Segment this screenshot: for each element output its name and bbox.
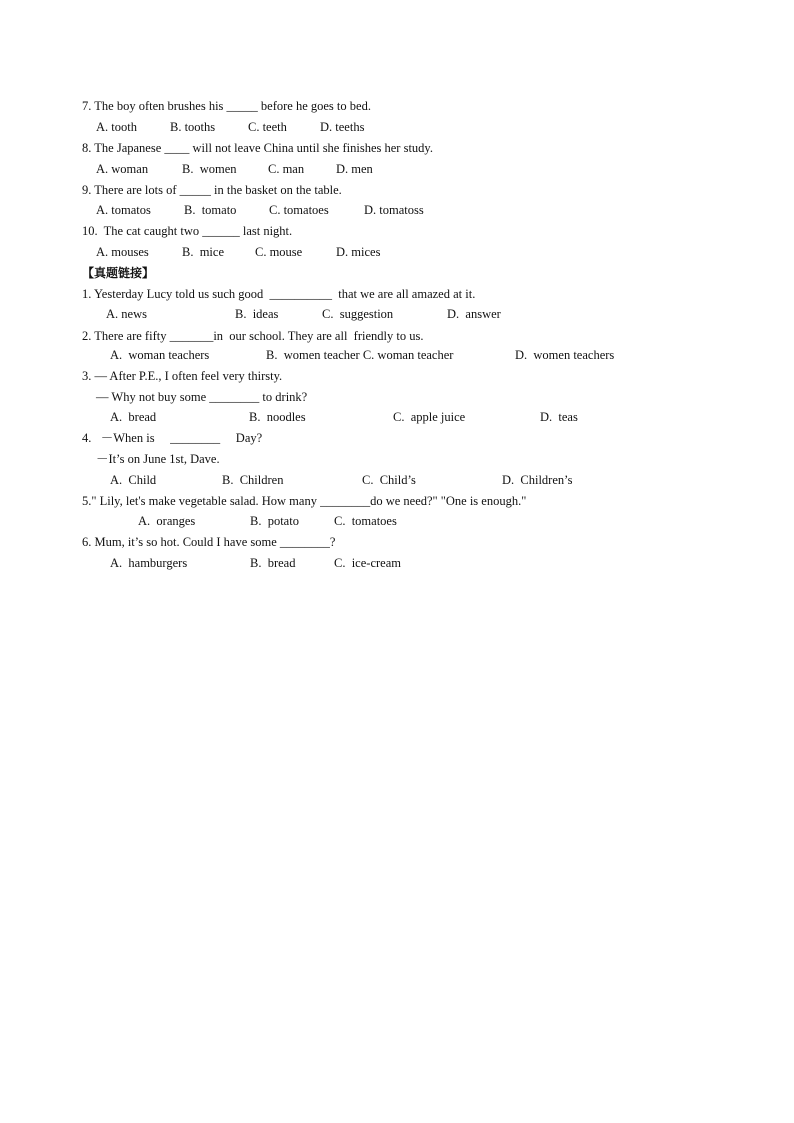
exam-question-3-option-a: A. bread bbox=[110, 410, 157, 424]
exam-question-1-option-d: D. answer bbox=[447, 307, 501, 321]
exam-question-3-line-2: — Why not buy some ________ to drink? bbox=[96, 390, 308, 404]
exam-question-5-option-b: B. potato bbox=[250, 514, 299, 528]
exam-question-1-option-c: C. suggestion bbox=[322, 307, 394, 321]
question-8-option-b: B. women bbox=[182, 162, 237, 176]
exam-question-4-line-2: －It’s on June 1st, Dave. bbox=[96, 452, 220, 466]
question-8-option-a: A. woman bbox=[96, 162, 149, 176]
question-10-option-a: A. mouses bbox=[96, 245, 149, 259]
question-9-stem: 9. There are lots of _____ in the basket on the table. bbox=[82, 183, 342, 197]
question-10-stem: 10. The cat caught two ______ last night. bbox=[82, 224, 293, 238]
exam-question-4-option-a: A. Child bbox=[110, 473, 157, 487]
exam-question-4-line-1: 4. －When is ________ Day? bbox=[82, 431, 263, 445]
exam-question-3-line-1: 3. — After P.E., I often feel very thirsty. bbox=[82, 369, 283, 383]
exam-question-5-option-c: C. tomatoes bbox=[334, 514, 397, 528]
exam-question-3-option-c: C. apple juice bbox=[393, 410, 466, 424]
question-7-option-c: C. teeth bbox=[248, 120, 287, 134]
question-10-option-b: B. mice bbox=[182, 245, 225, 259]
exam-question-4-option-d: D. Children’s bbox=[502, 473, 573, 487]
question-7-option-b: B. tooths bbox=[170, 120, 216, 134]
exam-question-3-option-d: D. teas bbox=[540, 410, 578, 424]
exam-question-5-stem: 5." Lily, let's make vegetable salad. How many ________do we need?" "One is enough." bbox=[82, 494, 527, 508]
exam-question-1-option-b: B. ideas bbox=[235, 307, 279, 321]
section-heading: 【真题链接】 bbox=[82, 266, 155, 280]
exam-question-1-option-a: A. news bbox=[106, 307, 147, 321]
exam-question-6-option-b: B. bread bbox=[250, 556, 296, 570]
question-7-option-d: D. teeths bbox=[320, 120, 365, 134]
exam-question-6-stem: 6. Mum, it’s so hot. Could I have some ________? bbox=[82, 535, 336, 549]
question-9-option-d: D. tomatoss bbox=[364, 203, 424, 217]
question-7-stem: 7. The boy often brushes his _____ before he goes to bed. bbox=[82, 99, 371, 113]
exam-question-4-option-b: B. Children bbox=[222, 473, 284, 487]
question-9-option-c: C. tomatoes bbox=[269, 203, 329, 217]
exam-question-4-option-c: C. Child’s bbox=[362, 473, 416, 487]
question-8-stem: 8. The Japanese ____ will not leave China until she finishes her study. bbox=[82, 141, 433, 155]
exam-question-2-option-d: D. women teachers bbox=[515, 348, 615, 362]
exam-question-3-option-b: B. noodles bbox=[249, 410, 306, 424]
exam-question-2-option-a: A. woman teachers bbox=[110, 348, 210, 362]
question-8-option-c: C. man bbox=[268, 162, 305, 176]
exam-question-5-option-a: A. oranges bbox=[138, 514, 196, 528]
exam-question-1-stem: 1. Yesterday Lucy told us such good __________ that we are all amazed at it. bbox=[82, 287, 476, 301]
question-9-option-a: A. tomatos bbox=[96, 203, 151, 217]
question-9-option-b: B. tomato bbox=[184, 203, 237, 217]
question-10-option-c: C. mouse bbox=[255, 245, 303, 259]
question-8-option-d: D. men bbox=[336, 162, 373, 176]
question-7-option-a: A. tooth bbox=[96, 120, 137, 134]
question-10-option-d: D. mices bbox=[336, 245, 381, 259]
exam-question-2-option-b-c: B. women teacher C. woman teacher bbox=[266, 348, 454, 362]
exam-question-6-option-c: C. ice-cream bbox=[334, 556, 401, 570]
exam-question-2-stem: 2. There are fifty _______in our school. They are all friendly to us. bbox=[82, 329, 424, 343]
exam-question-6-option-a: A. hamburgers bbox=[110, 556, 188, 570]
